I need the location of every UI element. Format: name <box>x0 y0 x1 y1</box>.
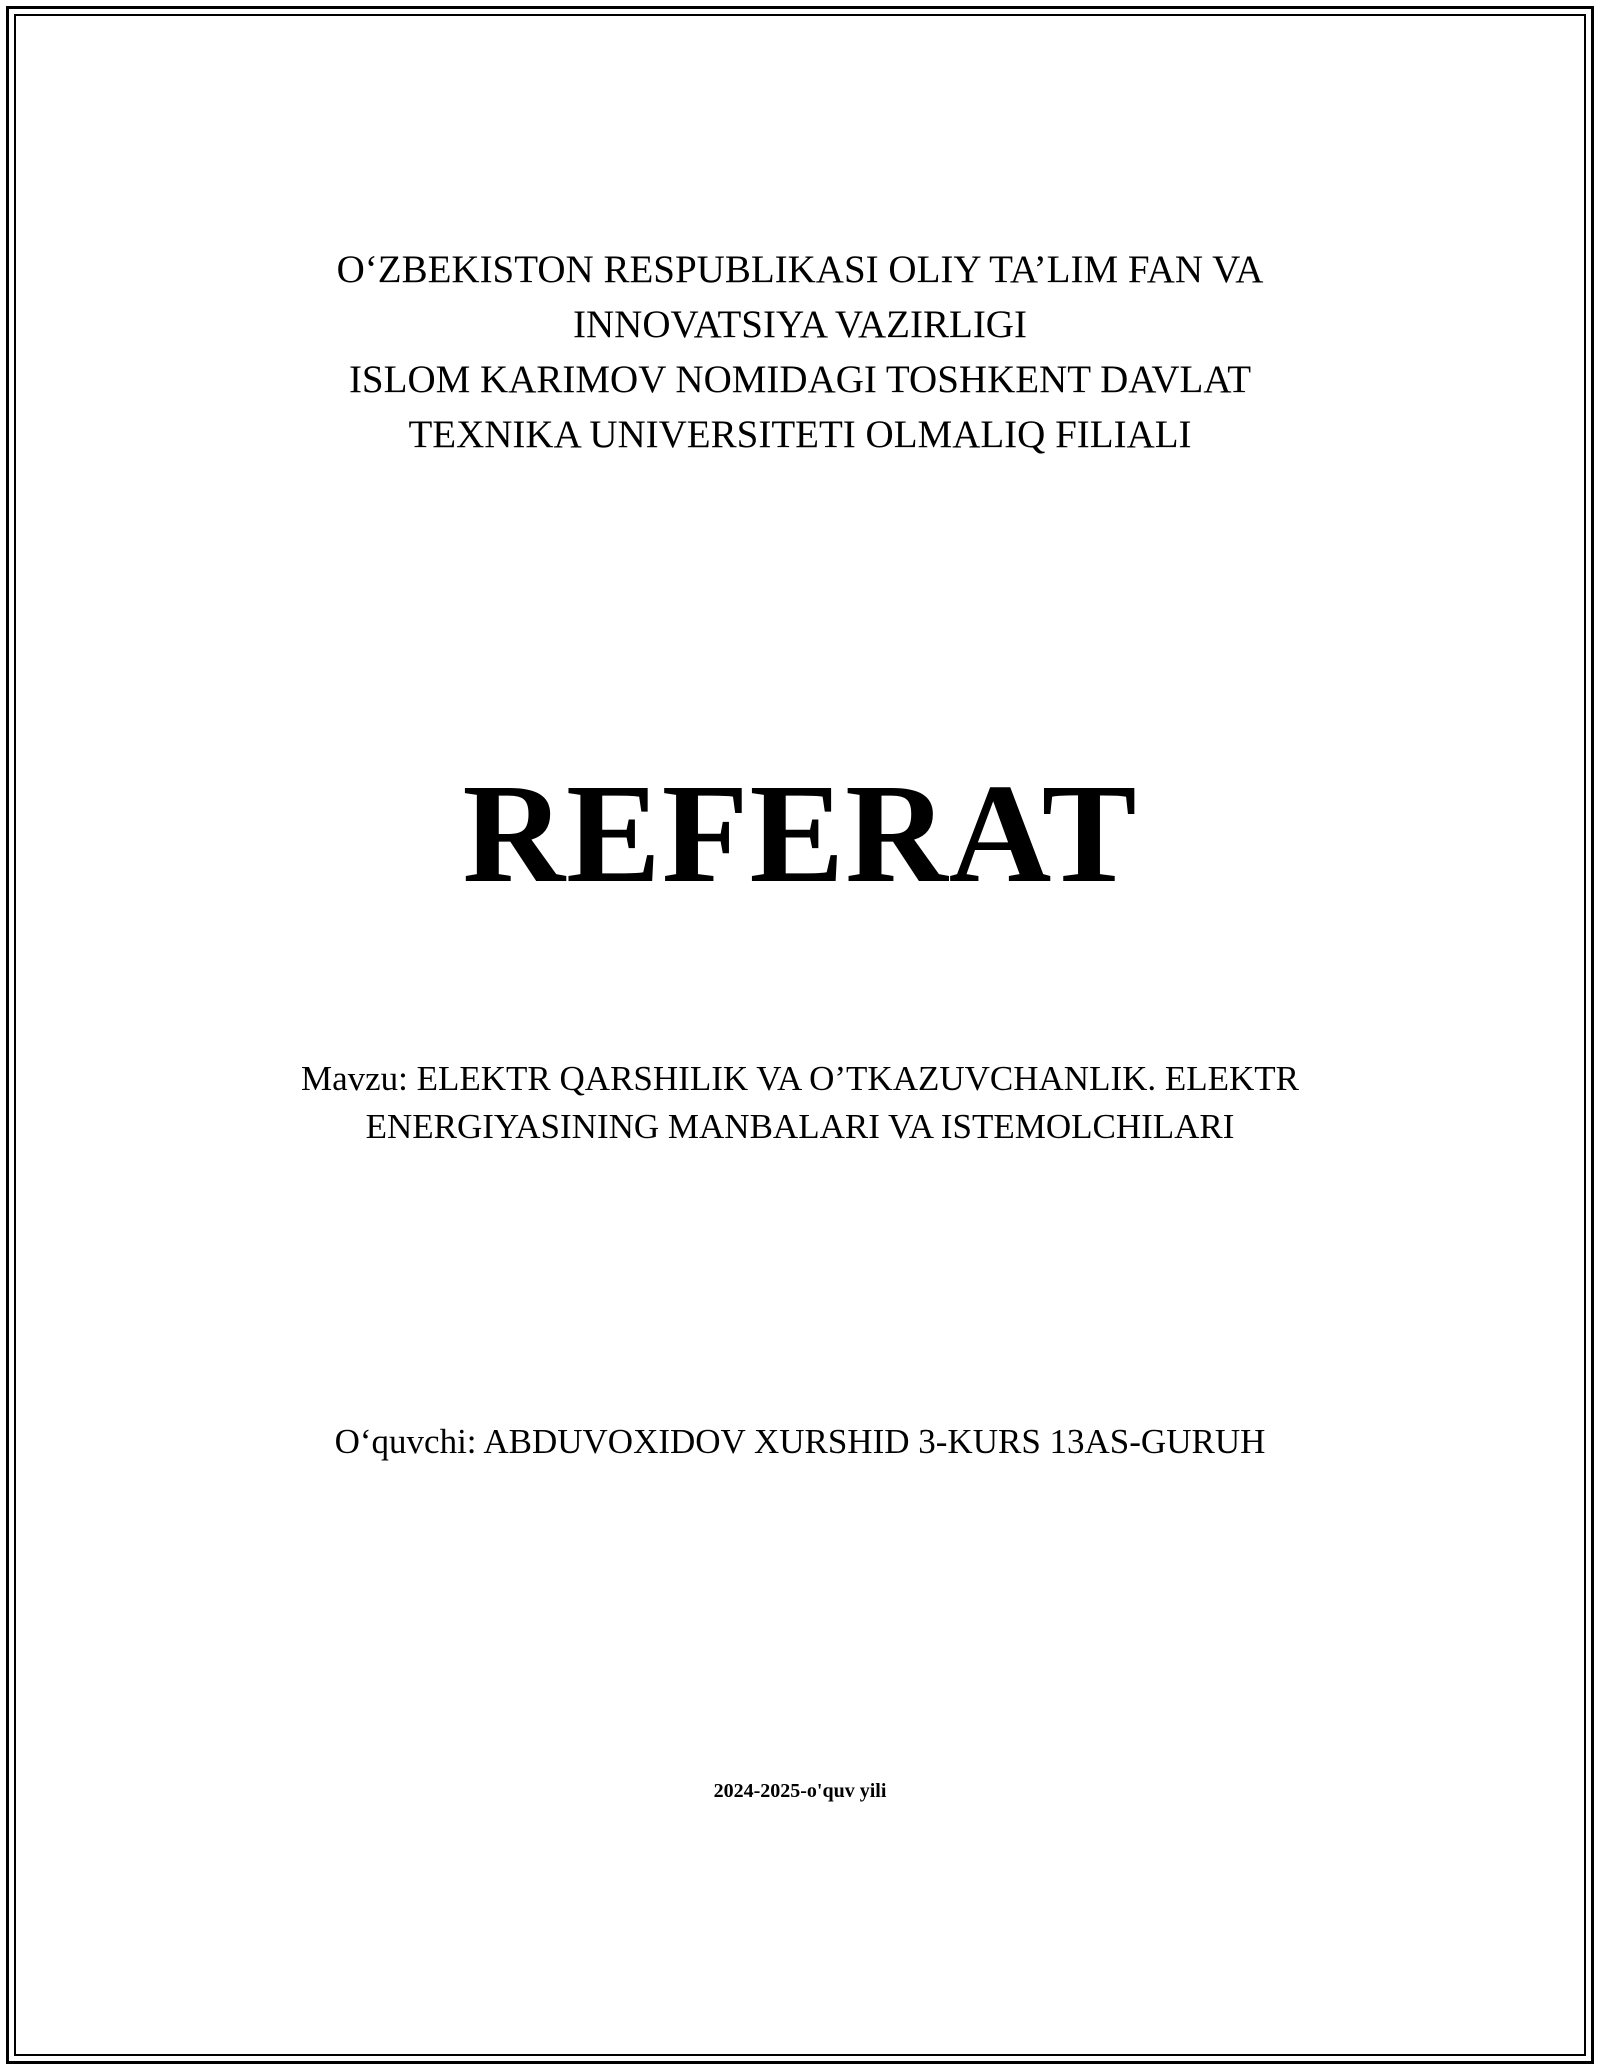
header-line: O‘ZBEKISTON RESPUBLIKASI OLIY TA’LIM FAN VA <box>336 248 1264 291</box>
student-info: O‘quvchi: ABDUVOXIDOV XURSHID 3-KURS 13AS-GURUH <box>334 1422 1266 1461</box>
topic-block <box>0 1055 1600 1151</box>
header-line: TEXNIKA UNIVERSITETI OLMALIQ FILIALI <box>408 413 1192 456</box>
document-title: REFERAT <box>462 754 1138 912</box>
institution-header <box>0 242 1600 462</box>
header-line: INNOVATSIYA VAZIRLIGI <box>573 303 1027 346</box>
header-line: ISLOM KARIMOV NOMIDAGI TOSHKENT DAVLAT <box>348 358 1252 401</box>
topic-line: ENERGIYASINING MANBALARI VA ISTEMOLCHILARI <box>365 1107 1235 1146</box>
topic-line: Mavzu: ELEKTR QARSHILIK VA O’TKAZUVCHANLIK. ELEKTR <box>300 1059 1300 1098</box>
academic-year: 2024-2025-o'quv yili <box>713 1780 887 1802</box>
